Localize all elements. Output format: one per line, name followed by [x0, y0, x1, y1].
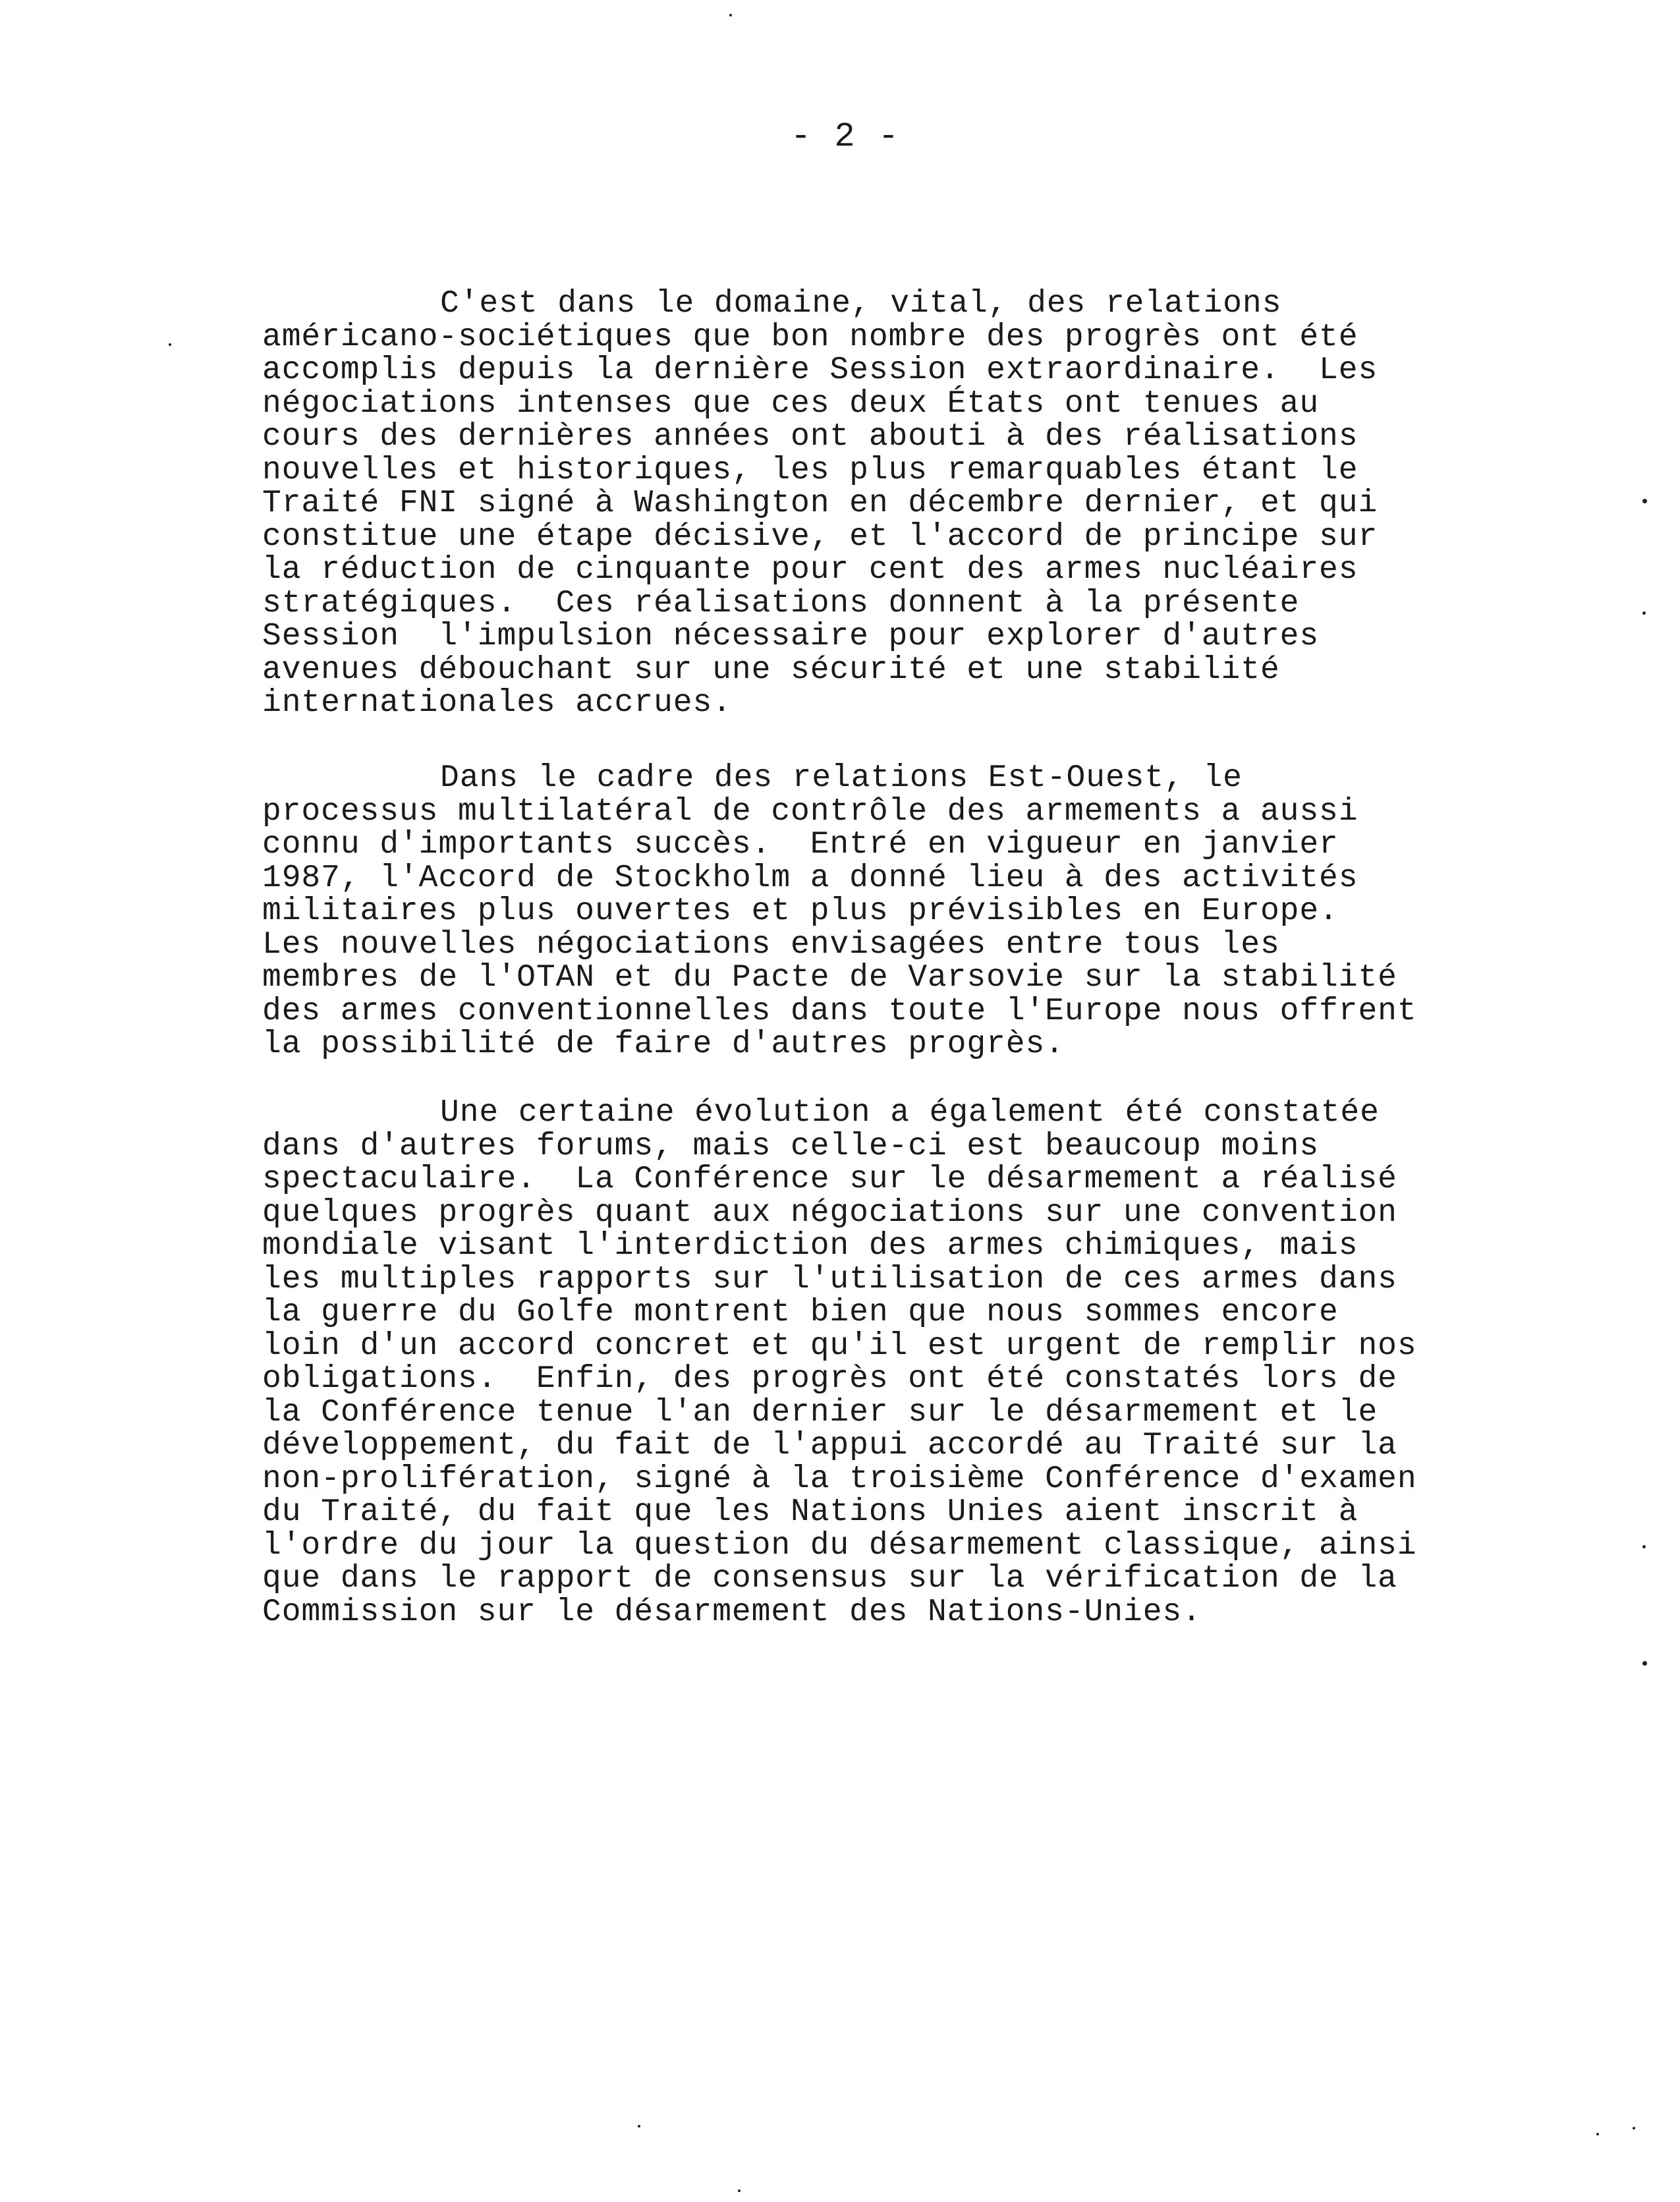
text-line: membres de l'OTAN et du Pacte de Varsovie sur la stabilité [262, 960, 1397, 996]
text-line: la guerre du Golfe montrent bien que nous sommes encore [262, 1295, 1339, 1330]
text-line: la possibilité de faire d'autres progrès. [262, 1027, 1065, 1062]
text-line: loin d'un accord concret et qu'il est urgent de remplir nos [262, 1328, 1417, 1364]
text-line: non-prolifération, signé à la troisième Conférence d'examen [262, 1461, 1417, 1497]
text-line: avenues débouchant sur une sécurité et une stabilité [262, 652, 1280, 688]
text-line: militaires plus ouvertes et plus prévisibles en Europe. [262, 893, 1339, 929]
text-line: Session l'impulsion nécessaire pour explorer d'autres [262, 619, 1320, 654]
text-line: internationales accrues. [262, 685, 732, 721]
text-line: développement, du fait de l'appui accordé au Traité sur la [262, 1428, 1397, 1463]
scan-speck [1642, 1545, 1646, 1548]
text-line: Commission sur le désarmement des Nations-Unies. [262, 1594, 1202, 1630]
text-line: cours des dernières années ont abouti à des réalisations [262, 419, 1358, 455]
text-line: connu d'importants succès. Entré en vigueur en janvier [262, 827, 1339, 862]
scan-speck [638, 2125, 640, 2128]
scan-speck [1633, 2127, 1635, 2130]
text-line: quelques progrès quant aux négociations sur une convention [262, 1195, 1397, 1231]
text-line: Traité FNI signé à Washington en décembre dernier, et qui [262, 486, 1378, 521]
text-line: processus multilatéral de contrôle des armements a aussi [262, 793, 1358, 830]
text-line: que dans le rapport de consensus sur la vérification de la [262, 1561, 1397, 1596]
page-number: - 2 - [791, 117, 901, 156]
text-line: stratégiques. Ces réalisations donnent à la présente [262, 585, 1300, 621]
text-line: accomplis depuis la dernière Session extraordinaire. Les [262, 353, 1378, 388]
text-line: Une certaine évolution a également été constatée [440, 1095, 1380, 1131]
scan-speck [729, 14, 732, 16]
text-line: des armes conventionnelles dans toute l'Europe nous offrent [262, 993, 1417, 1029]
scan-speck [169, 343, 171, 346]
paragraph-3 [262, 1096, 1448, 1629]
scan-speck [1642, 1661, 1647, 1666]
text-line: obligations. Enfin, des progrès ont été constatés lors de [262, 1361, 1397, 1397]
paragraph-1 [262, 287, 1448, 720]
text-line: Dans le cadre des relations Est-Ouest, le [440, 760, 1243, 796]
text-line: mondiale visant l'interdiction des armes chimiques, mais [262, 1228, 1358, 1264]
scan-speck [1642, 611, 1646, 615]
text-line: du Traité, du fait que les Nations Unies aient inscrit à [262, 1494, 1358, 1530]
text-line: négociations intenses que ces deux États ont tenues au [262, 385, 1320, 422]
text-line: les multiples rapports sur l'utilisation de ces armes dans [262, 1261, 1397, 1297]
text-line: l'ordre du jour la question du désarmement classique, ainsi [262, 1527, 1417, 1564]
scan-speck [1642, 499, 1647, 503]
scan-speck [738, 2189, 741, 2192]
text-line: constitue une étape décisive, et l'accord de principe sur [262, 519, 1378, 555]
text-line: nouvelles et historiques, les plus remarquables étant le [262, 452, 1358, 488]
paragraph-2 [262, 762, 1448, 1061]
text-line: la réduction de cinquante pour cent des armes nucléaires [262, 552, 1358, 588]
text-line: Les nouvelles négociations envisagées entre tous les [262, 926, 1280, 963]
text-line: spectaculaire. La Conférence sur le désarmement a réalisé [262, 1162, 1397, 1197]
text-line: 1987, l'Accord de Stockholm a donné lieu à des activités [262, 860, 1358, 896]
text-line: la Conférence tenue l'an dernier sur le désarmement et le [262, 1394, 1378, 1430]
scan-speck [1596, 2133, 1599, 2135]
text-line: C'est dans le domaine, vital, des relations [440, 286, 1282, 322]
text-line: dans d'autres forums, mais celle-ci est beaucoup moins [262, 1128, 1320, 1164]
text-line: américano-sociétiques que bon nombre des progrès ont été [262, 319, 1358, 355]
